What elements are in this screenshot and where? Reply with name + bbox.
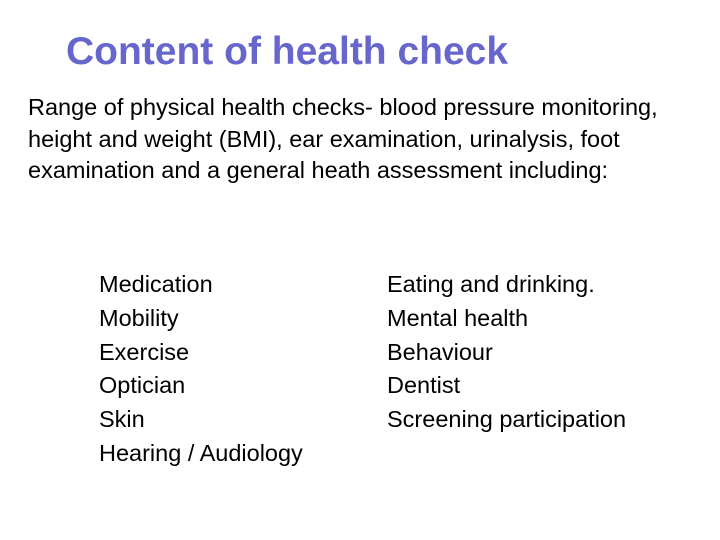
- list-item: Skin: [99, 406, 145, 433]
- list-item: Eating and drinking.: [387, 271, 595, 297]
- list-item: Hearing / Audiology: [99, 439, 303, 466]
- list-item: Optician: [99, 372, 186, 399]
- intro-paragraph: Range of physical health checks- blood pressure monitoring, height and weight (BMI), ear examination, urinalysis, foot examination and a general heath assessment including:: [28, 94, 658, 183]
- list-item: Mobility: [99, 304, 179, 331]
- slide-title: Content of health check: [66, 30, 509, 73]
- list-item: Dentist: [387, 372, 461, 399]
- list-item: Behaviour: [387, 338, 493, 365]
- list-item: Medication: [99, 271, 213, 297]
- assessment-list-left: [99, 268, 303, 471]
- list-item: Mental health: [387, 304, 529, 331]
- list-item: Screening participation: [387, 406, 627, 433]
- assessment-list-right: [387, 268, 626, 437]
- list-item: Exercise: [99, 338, 190, 365]
